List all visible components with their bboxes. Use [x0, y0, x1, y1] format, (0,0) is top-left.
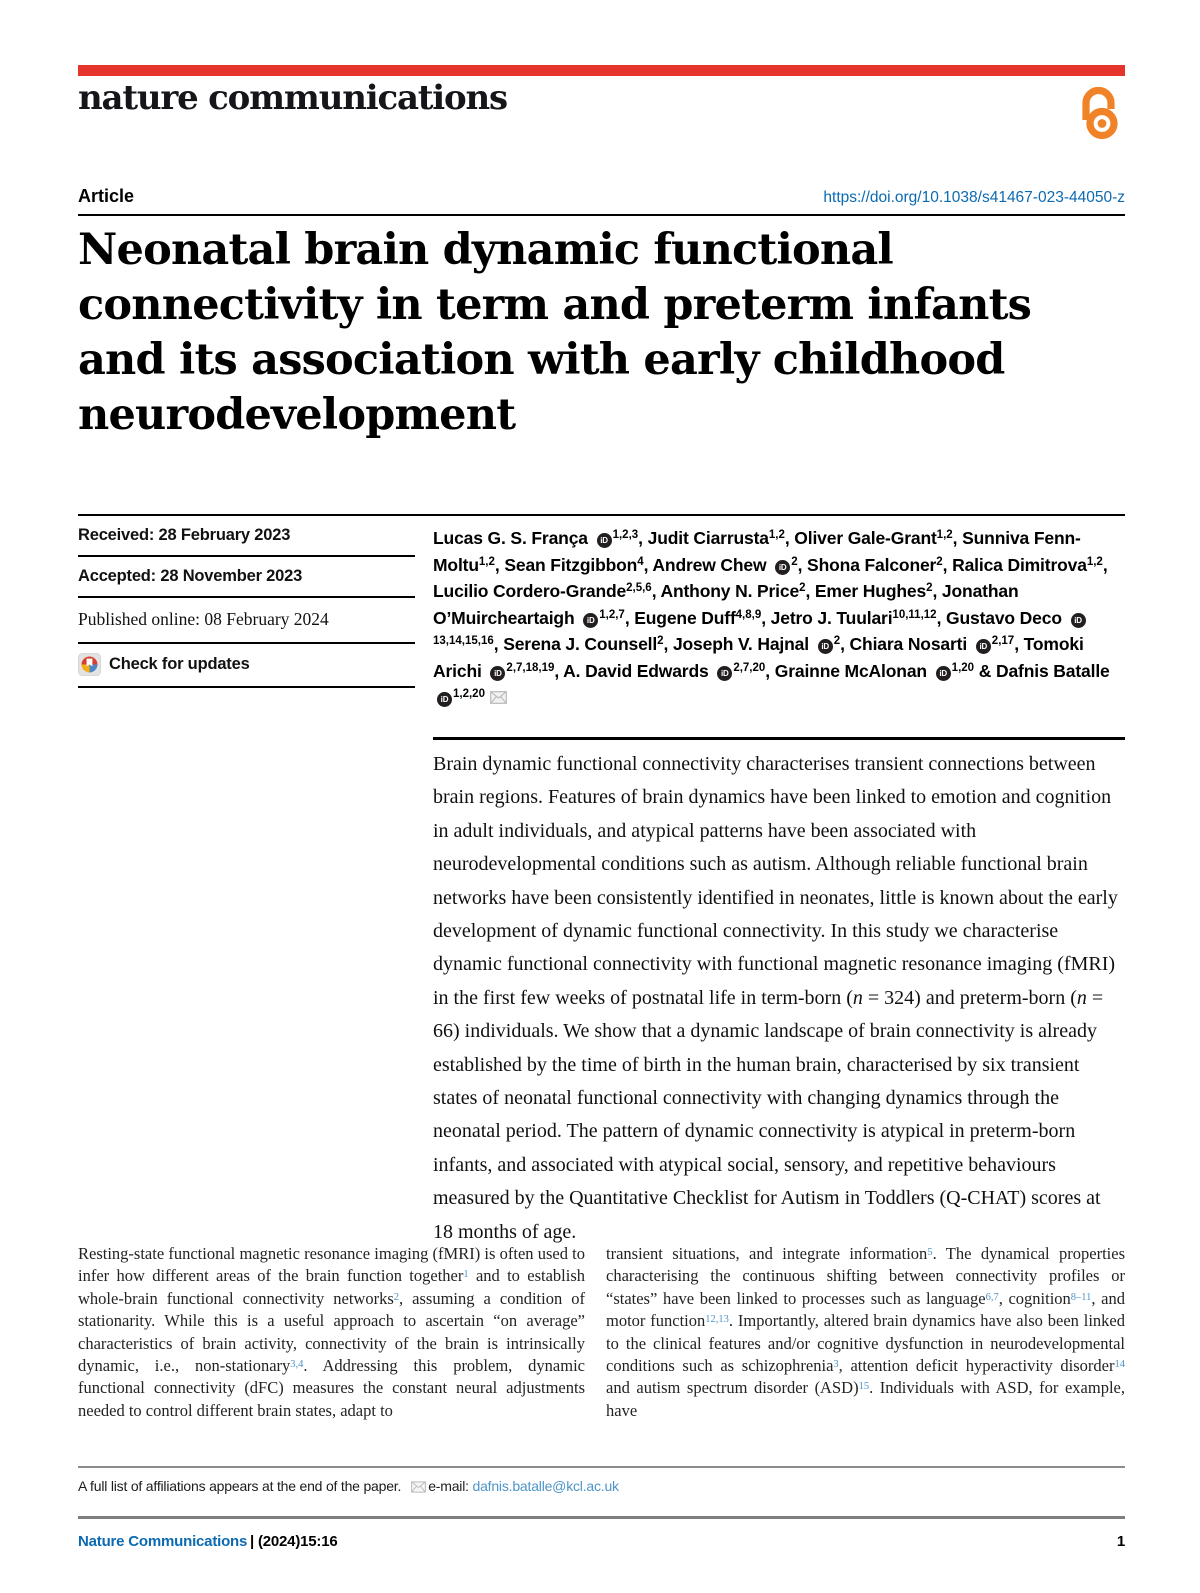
orcid-icon[interactable]: iD — [490, 666, 505, 681]
orcid-icon[interactable]: iD — [597, 533, 612, 548]
journal-logo: nature communications — [78, 78, 507, 118]
author-affiliations: 1,2,3 — [612, 529, 639, 541]
crossmark-icon — [78, 653, 101, 676]
author-affiliations: 2,7,20 — [733, 661, 766, 674]
journal-accent-bar — [78, 65, 1125, 76]
reference-superscript[interactable]: 6,7 — [985, 1291, 999, 1303]
author: Sunniva Fenn-Moltu$^{1,2}$ — [433, 528, 1081, 575]
author-affiliations: 1,20 — [951, 661, 975, 674]
reference-superscript[interactable]: 1 — [463, 1269, 469, 1281]
email-envelope-icon — [490, 691, 507, 704]
email-label: e-mail: — [428, 1478, 473, 1494]
author: A. David Edwards iD $^{2,7,20}$ — [563, 660, 766, 681]
author: Judit Ciarrusta$^{1,2}$ — [647, 528, 785, 548]
author: Eugene Duff$^{4,8,9}$ — [634, 607, 762, 628]
body-text — [78, 1243, 1125, 1422]
reference-superscript[interactable]: 5 — [927, 1247, 933, 1258]
author-affiliations: 1,2,7 — [599, 608, 625, 621]
affiliation-note: A full list of affiliations appears at the end of the paper. — [78, 1478, 402, 1494]
author: Chiara Nosarti iD $^{2,17}$ — [849, 634, 1015, 654]
author: Ralica Dimitrova$^{1,2}$ — [952, 554, 1103, 575]
reference-superscript[interactable]: 15 — [858, 1381, 870, 1393]
header-rule — [78, 214, 1125, 216]
orcid-icon[interactable]: iD — [717, 666, 732, 681]
author: Sean Fitzgibbon$^4$ — [504, 554, 644, 575]
masthead — [78, 80, 1125, 142]
author-affiliations: 2 — [791, 555, 798, 568]
author: Grainne McAlonan iD $^{1,20}$ — [774, 660, 975, 681]
author-affiliations: 4,8,9 — [735, 608, 762, 621]
author: Lucilio Cordero-Grande$^{2,5,6}$ — [433, 581, 652, 601]
author-list: Lucas G. S. França iD $^{1,2,3}$, Judit Ciarrusta$^{1,2}$, Oliver Gale-Grant$^{1,2}$, Sunniva Fenn-Moltu$^{1,2}$, Sean Fitzgibbon$^4$, Andrew Chew iD $^2$, Shona Falconer$^2$, Ralica Dimitrova$^{1,2}$, Lucilio Cordero-Grande$^{2,5,6}$, Anthony N. Price$^2$, Emer Hughes$^2$, Jonathan O’Muircheartaigh iD $^{1,2,7}$, Eugene Duff$^{4,8,9}$, Jetro J. Tuulari$^{10,11,12}$, Gustavo Deco iD$^{13,14,15,16}$, Serena J. Counsell$^2$, Joseph V. Hajnal iD $^2$, Chiara Nosarti iD $^{2,17}$, Tomoki Arichi iD $^{2,7,18,19}$, A. David Edwards iD $^{2,7,20}$, Grainne McAlonan iD $^{1,20}$ & Dafnis Batalle iD $^{1,2,20}$ — [433, 516, 1125, 711]
journal-citation — [78, 1533, 337, 1550]
author: Gustavo Deco iD$^{13,14,15,16}$ — [433, 608, 1087, 655]
email-link[interactable]: dafnis.batalle@kcl.ac.uk — [472, 1478, 619, 1494]
author-affiliations: 13,14,15,16 — [433, 635, 494, 647]
author-affiliations: 1,2 — [768, 529, 785, 541]
author-affiliations: 2 — [657, 635, 664, 647]
footer-envelope-icon — [411, 1481, 426, 1493]
metadata-and-authors — [78, 514, 1125, 711]
orcid-icon[interactable]: iD — [1071, 613, 1086, 628]
reference-superscript[interactable]: 3,4 — [290, 1359, 304, 1371]
published-date: Published online: 08 February 2024 — [78, 598, 415, 644]
journal-name-link[interactable]: Nature Communications — [78, 1533, 248, 1550]
author-affiliations: 2 — [799, 582, 806, 594]
author: Dafnis Batalle iD $^{1,2,20}$ — [433, 661, 1114, 708]
author: Jonathan O’Muircheartaigh iD $^{1,2,7}$ — [433, 581, 1019, 628]
open-access-icon — [1077, 82, 1123, 142]
reference-superscript[interactable]: 14 — [1114, 1359, 1125, 1371]
orcid-icon[interactable]: iD — [437, 692, 452, 707]
check-for-updates-button[interactable] — [78, 644, 415, 688]
author: Jetro J. Tuulari$^{10,11,12}$ — [770, 607, 937, 628]
doi-link[interactable]: https://doi.org/10.1038/s41467-023-44050-z — [823, 189, 1125, 206]
author: Oliver Gale-Grant$^{1,2}$ — [794, 528, 953, 548]
footer-rule — [78, 1516, 1125, 1519]
page-number: 1 — [1116, 1533, 1125, 1550]
author: Emer Hughes$^2$ — [814, 581, 933, 601]
author-affiliations: 2,5,6 — [626, 582, 652, 594]
author-affiliations: 2 — [936, 555, 943, 568]
body-column-left: Resting-state functional magnetic resonance imaging (fMRI) is often used to infer how different areas of the brain function together$^1$ and to establish whole-brain functional connectivity networks$^2$, assuming a condition of stationarity. While this is a useful approach to ascertain “on average” characteristics of brain activity, connectivity of the brain is intrinsically dynamic, i.e., non-stationary$^{3,4}$. Addressing this problem, dynamic functional connectivity (dFC) measures the constant neural adjustments needed to control different brain states, adapt to — [78, 1244, 585, 1420]
author-affiliations: 2,17 — [991, 635, 1015, 647]
author-affiliations: 2,7,18,19 — [506, 661, 555, 674]
author: Lucas G. S. França iD $^{1,2,3}$ — [433, 528, 639, 548]
author: Anthony N. Price$^2$ — [660, 581, 806, 601]
author-affiliations: 1,2 — [936, 529, 953, 541]
body-column-right: transient situations, and integrate information$^5$. The dynamical properties characterising the continuous shifting between connectivity profiles or “states” have been linked to processes such as language$^{6,7}$, cognition$^{8-11}$, and motor function$^{12,13}$. Importantly, altered brain dynamics have also been linked to the clinical features and/or cognitive dysfunction in neurodevelopmental conditions such as schizophrenia$^3$, attention deficit hyperactivity disorder$^{14}$ and autism spectrum disorder (ASD)$^{15}$. Individuals with ASD, for example, have — [606, 1244, 1125, 1420]
dates-sidebar — [78, 516, 415, 711]
author-affiliations: 10,11,12 — [892, 608, 937, 621]
journal-footer-row — [78, 1533, 1125, 1550]
author-affiliations: 4 — [637, 555, 644, 568]
received-date: Received: 28 February 2023 — [78, 516, 415, 557]
orcid-icon[interactable]: iD — [583, 613, 598, 628]
journal-issue: | (2024)15:16 — [249, 1533, 338, 1550]
reference-superscript[interactable]: 2 — [393, 1291, 400, 1303]
orcid-icon[interactable]: iD — [818, 639, 833, 654]
reference-superscript[interactable]: 12,13 — [705, 1314, 729, 1326]
author: Tomoki Arichi iD $^{2,7,18,19}$ — [433, 634, 1084, 681]
affiliation-note-row — [78, 1466, 1125, 1494]
abstract: Brain dynamic functional connectivity characterises transient connections between brain regions. Features of brain dynamics have been linked to emotion and cognition in adult individuals, and atypical patterns have been associated with neurodevelopmental conditions such as autism. Although reliable functional brain networks have been consistently identified in neonates, little is known about the early development of dynamic functional connectivity. In this study we characterise dynamic functional connectivity with functional magnetic resonance imaging (fMRI) in the first few weeks of postnatal life in term-born (n = 324) and preterm-born (n = 66) individuals. We show that a dynamic landscape of brain connectivity is already established by the time of birth in the human brain, characterised by six transient states of neonatal functional connectivity with changing dynamics through the neonatal period. The pattern of dynamic connectivity is atypical in preterm-born infants, and associated with atypical social, sensory, and repetitive behaviours measured by the Quantitative Checklist for Autism in Toddlers (Q-CHAT) scores at 18 months of age. — [433, 737, 1125, 1249]
author: Andrew Chew iD $^2$ — [652, 554, 798, 575]
paper-title: Neonatal brain dynamic functional connectivity in term and preterm infants and its association with early childhood neurodevelopment — [78, 225, 1032, 440]
reference-superscript[interactable]: 3 — [833, 1359, 839, 1371]
orcid-icon[interactable]: iD — [775, 560, 790, 575]
check-for-updates-label: Check for updates — [109, 655, 250, 673]
author-affiliations: 1,2 — [1086, 555, 1103, 568]
author-affiliations: 1,2 — [478, 555, 495, 568]
author-affiliations: 1,2,20 — [453, 688, 485, 700]
orcid-icon[interactable]: iD — [936, 666, 951, 681]
author: Joseph V. Hajnal iD $^2$ — [672, 634, 841, 654]
author-affiliations: 2 — [833, 635, 841, 647]
orcid-icon[interactable]: iD — [976, 639, 991, 654]
author: Serena J. Counsell$^2$ — [503, 634, 664, 654]
article-type-label: Article — [78, 186, 135, 206]
author-affiliations: 2 — [926, 582, 933, 594]
author: Shona Falconer$^2$ — [807, 554, 943, 575]
article-header-row — [78, 186, 1125, 207]
accepted-date: Accepted: 28 November 2023 — [78, 557, 415, 598]
reference-superscript[interactable]: 8–11 — [1070, 1291, 1092, 1303]
